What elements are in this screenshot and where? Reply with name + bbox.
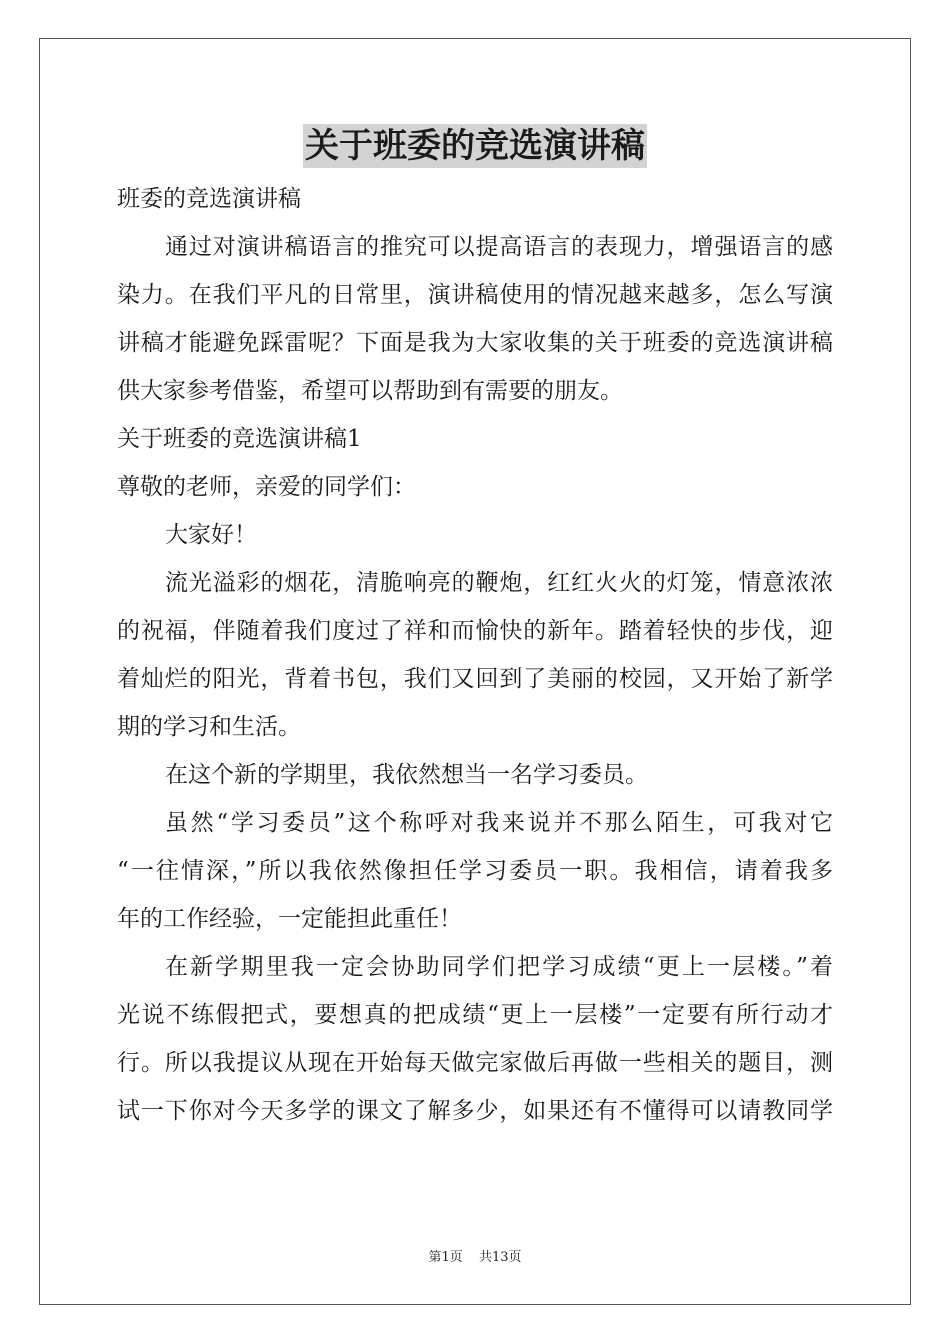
text-line: 供大家参考借鉴，希望可以帮助到有需要的朋友。 [117,378,623,404]
text-line: 讲稿才能避免踩雷呢？下面是我为大家收集的关于班委的竞选演讲稿 [117,330,833,356]
text-line: 期的学习和生活。 [117,714,301,740]
section-heading: 关于班委的竞选演讲稿1 [117,426,362,452]
text-line: 班委的竞选演讲稿 [117,186,301,212]
text-line: 在这个新的学期里，我依然想当一名学习委员。 [165,762,648,788]
salutation: 尊敬的老师，亲爱的同学们： [117,474,416,500]
text-line: 试一下你对今天多学的课文了解多少，如果还有不懂得可以请教同学 [117,1098,833,1124]
page-footer [0,1246,950,1265]
page-total: 共13页 [478,1250,522,1265]
text-line: 在新学期里我一定会协助同学们把学习成绩“更上一层楼。”着 [165,954,833,980]
text-line: “一往情深，”所以我依然像担任学习委员一职。我相信，请着我多 [117,858,833,884]
text-line: 着灿烂的阳光，背着书包，我们又回到了美丽的校园，又开始了新学 [117,666,833,692]
text-line: 虽然“学习委员”这个称呼对我来说并不那么陌生，可我对它 [165,810,833,836]
title-container [0,124,950,168]
text-line: 染力。在我们平凡的日常里，演讲稿使用的情况越来越多，怎么写演 [117,282,833,308]
document-title: 关于班委的竞选演讲稿 [305,126,645,166]
text-line: 通过对演讲稿语言的推究可以提高语言的表现力，增强语言的感 [165,234,833,260]
text-line: 行。所以我提议从现在开始每天做完家做后再做一些相关的题目，测 [117,1050,833,1076]
page-number: 第1页 [428,1250,463,1265]
text-line: 流光溢彩的烟花，清脆响亮的鞭炮，红红火火的灯笼，情意浓浓 [165,570,833,596]
text-line: 年的工作经验，一定能担此重任！ [117,906,462,932]
text-line: 的祝福，伴随着我们度过了祥和而愉快的新年。踏着轻快的步伐，迎 [117,618,833,644]
text-line: 光说不练假把式，要想真的把成绩“更上一层楼”一定要有所行动才 [117,1002,833,1028]
greeting: 大家好！ [165,522,257,548]
document-body [117,175,833,1135]
